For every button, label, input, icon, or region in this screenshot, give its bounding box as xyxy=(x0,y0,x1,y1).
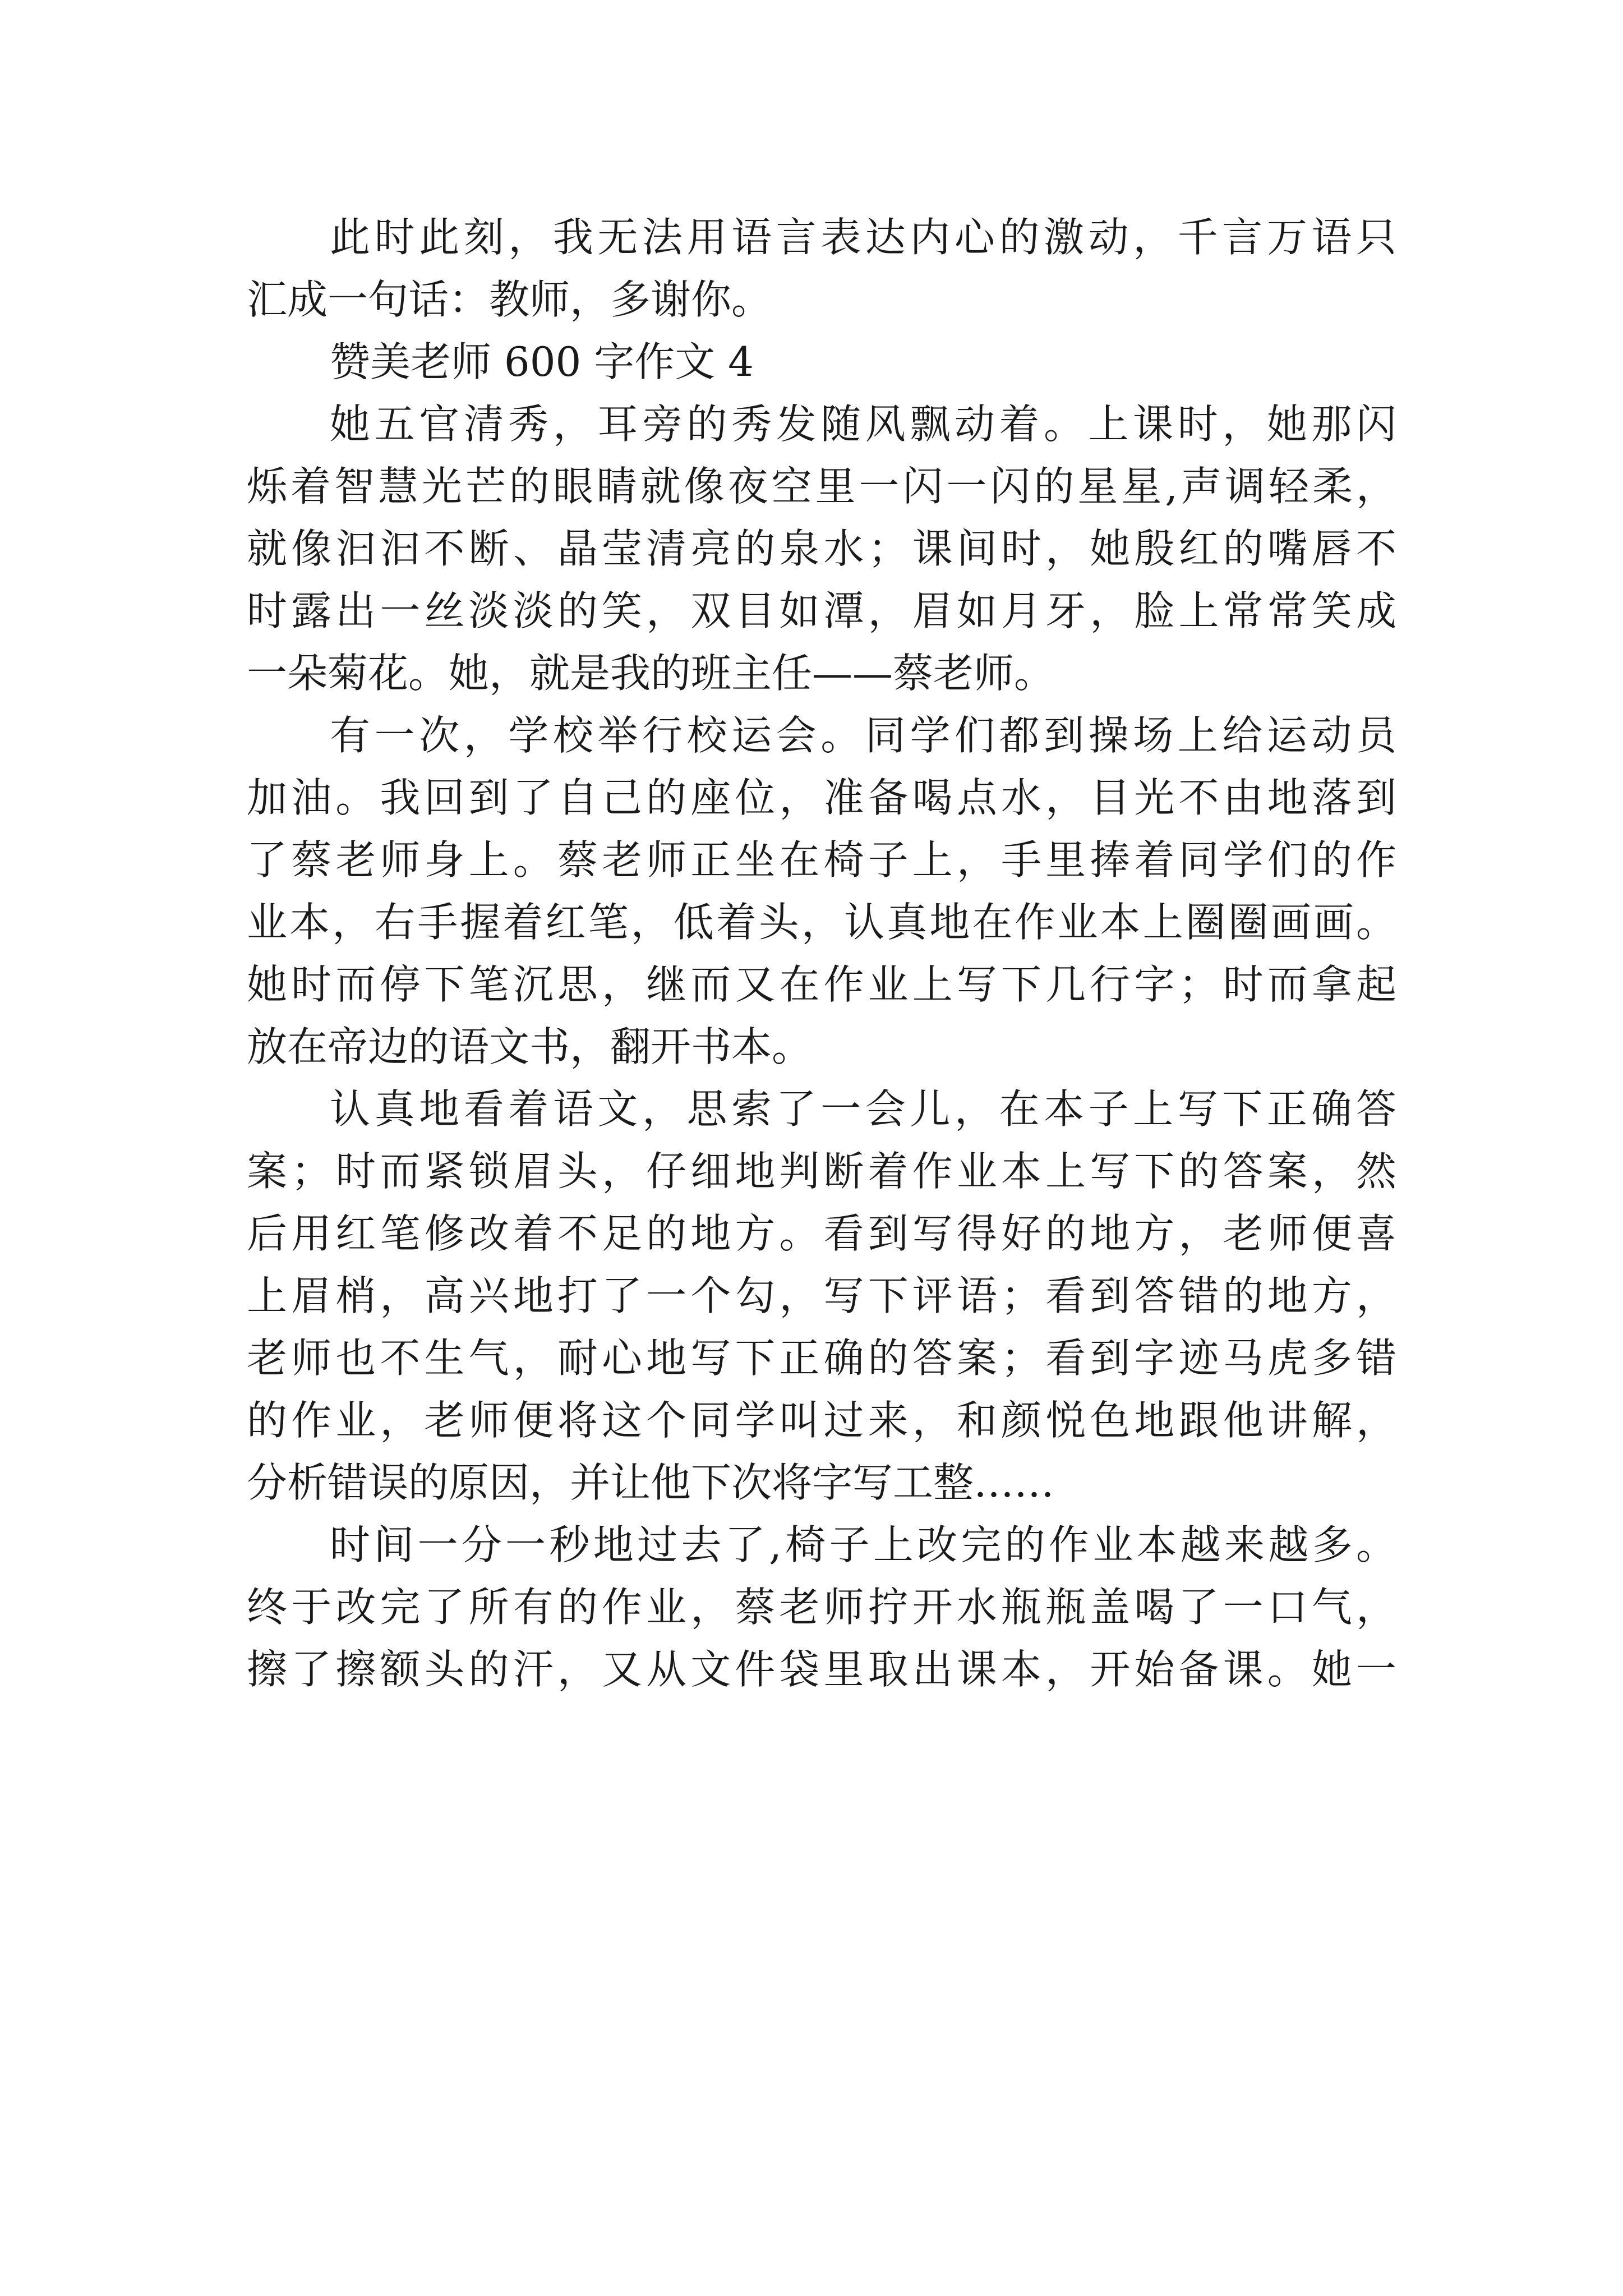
text-line: 的作业，老师便将这个同学叫过来，和颜悦色地跟他讲解， xyxy=(247,1397,1396,1444)
text-line: 时露出一丝淡淡的笑，双目如潭，眉如月牙，脸上常常笑成 xyxy=(247,587,1396,634)
text-line: 业本，右手握着红笔，低着头，认真地在作业本上圈圈画画。 xyxy=(247,899,1396,946)
text-line: 此时此刻，我无法用语言表达内心的激动，千言万语只 xyxy=(330,214,1396,261)
heading-text: 赞美老师 600 字作文 4 xyxy=(330,338,754,385)
text-line: 加油。我回到了自己的座位，准备喝点水，目光不由地落到 xyxy=(247,774,1396,821)
text-line: 她五官清秀，耳旁的秀发随风飘动着。上课时，她那闪 xyxy=(330,401,1396,448)
text-line: 擦了擦额头的汗，又从文件袋里取出课本，开始备课。她一 xyxy=(247,1646,1396,1693)
document-body xyxy=(247,206,1396,1701)
text-line: 分析错误的原因，并让他下次将字写工整…… xyxy=(247,1459,1055,1506)
text-line: 有一次，学校举行校运会。同学们都到操场上给运动员 xyxy=(330,712,1396,759)
text-line: 案；时而紧锁眉头，仔细地判断着作业本上写下的答案，然 xyxy=(247,1148,1396,1195)
text-line: 烁着智慧光芒的眼睛就像夜空里一闪一闪的星星,声调轻柔， xyxy=(247,463,1396,510)
text-line: 上眉梢，高兴地打了一个勾，写下评语；看到答错的地方， xyxy=(247,1272,1396,1319)
text-line: 汇成一句话：教师，多谢你。 xyxy=(247,276,772,323)
text-line: 认真地看着语文，思索了一会儿，在本子上写下正确答 xyxy=(330,1085,1396,1133)
text-line: 时间一分一秒地过去了,椅子上改完的作业本越来越多。 xyxy=(330,1521,1396,1568)
paragraph xyxy=(247,1514,1396,1701)
paragraph xyxy=(247,206,1396,331)
paragraph xyxy=(247,1078,1396,1514)
text-line: 她时而停下笔沉思，继而又在作业上写下几行字；时而拿起 xyxy=(247,961,1396,1008)
text-line: 一朵菊花。她，就是我的班主任——蔡老师。 xyxy=(247,650,1055,697)
text-line: 了蔡老师身上。蔡老师正坐在椅子上，手里捧着同学们的作 xyxy=(247,836,1396,884)
section-heading xyxy=(247,331,1396,393)
text-line: 就像汩汩不断、晶莹清亮的泉水；课间时，她殷红的嘴唇不 xyxy=(247,525,1396,572)
paragraph xyxy=(247,393,1396,705)
paragraph xyxy=(247,705,1396,1078)
text-line: 终于改完了所有的作业，蔡老师拧开水瓶瓶盖喝了一口气， xyxy=(247,1584,1396,1631)
text-line: 放在帝边的语文书，翻开书本。 xyxy=(247,1023,813,1070)
text-line: 后用红笔修改着不足的地方。看到写得好的地方，老师便喜 xyxy=(247,1210,1396,1257)
text-line: 老师也不生气，耐心地写下正确的答案；看到字迹马虎多错 xyxy=(247,1335,1396,1382)
